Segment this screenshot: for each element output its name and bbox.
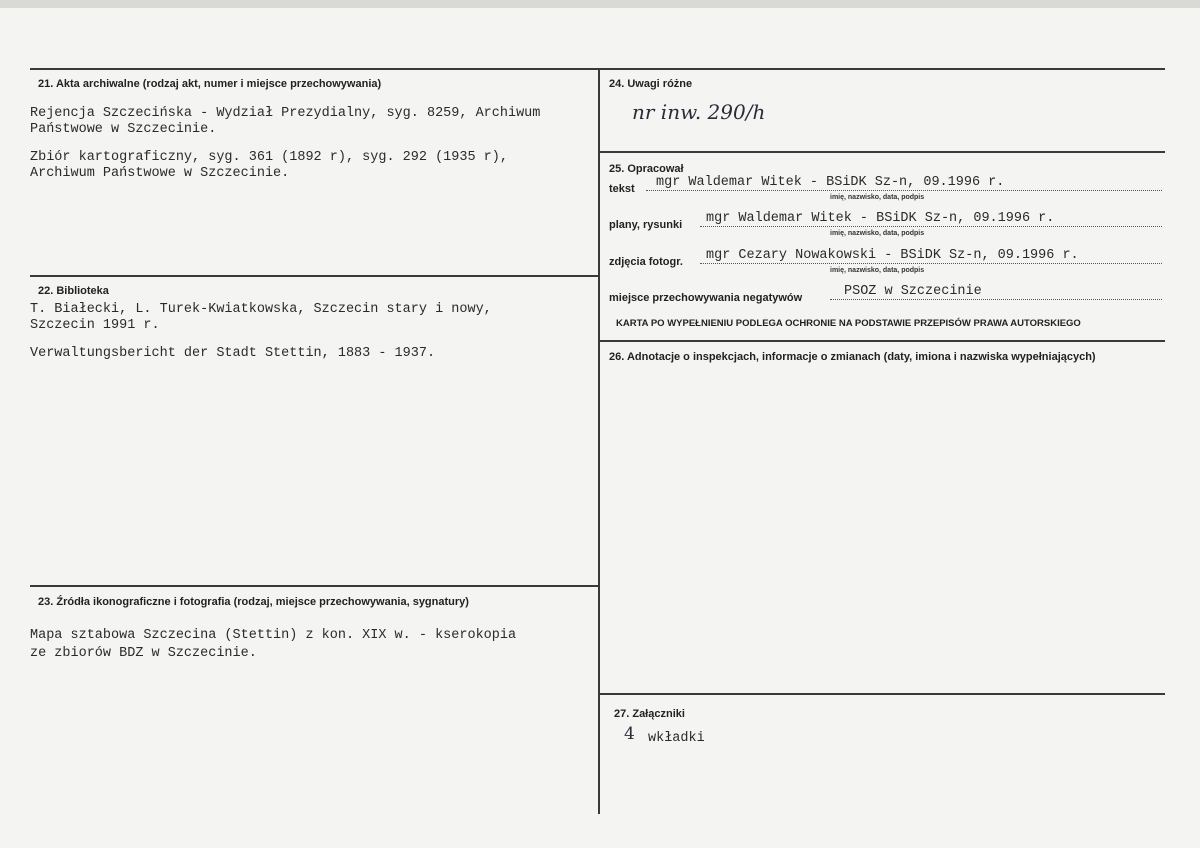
section-26-heading: 26. Adnotacje o inspekcjach, informacje o zmianach (daty, imiona i nazwiska wypełniających) [609,351,1096,363]
text-author-label: tekst [609,183,635,195]
section-22-line-2: Szczecin 1991 r. [30,318,160,333]
rule-23 [30,585,600,587]
text-author-value: mgr Waldemar Witek - BSiDK Sz-n, 09.1996 r. [656,175,1005,190]
attachments-value: wkładki [648,731,705,746]
section-21-line-2: Państwowe w Szczecinie. [30,122,217,137]
negatives-location-label: miejsce przechowywania negatywów [609,292,803,304]
section-21-line-4: Archiwum Państwowe w Szczecinie. [30,166,290,181]
top-edge [0,0,1200,8]
section-23-line-1: Mapa sztabowa Szczecina (Stettin) z kon. XIX w. - kserokopia [30,628,517,643]
section-25-heading: 25. Opracował [609,163,684,175]
photos-author-label: zdjęcia fotogr. [609,256,683,268]
section-22-line-1: T. Białecki, L. Turek-Kwiatkowska, Szczecin stary i nowy, [30,302,492,317]
rule-22 [30,275,600,277]
section-24-heading: 24. Uwagi różne [609,78,693,90]
drawings-author-field [700,210,1162,227]
negatives-location-field [830,283,1162,300]
attachments-count-handwritten: 4 [624,724,635,744]
text-author-caption: imię, nazwisko, data, podpis [830,194,925,201]
section-21-line-3: Zbiór kartograficzny, syg. 361 (1892 r), syg. 292 (1935 r), [30,150,508,165]
section-21-line-1: Rejencja Szczecińska - Wydział Prezydialny, syg. 8259, Archiwum [30,106,541,121]
section-22-heading: 22. Biblioteka [38,285,109,297]
negatives-location-value: PSOZ w Szczecinie [844,284,982,299]
photos-author-caption: imię, nazwisko, data, podpis [830,267,925,274]
section-23-heading: 23. Źródła ikonograficzne i fotografia (rodzaj, miejsce przechowywania, sygnatury) [38,596,469,608]
drawings-author-label: plany, rysunki [609,219,683,231]
section-21-heading: 21. Akta archiwalne (rodzaj akt, numer i miejsce przechowywania) [38,78,382,90]
drawings-author-value: mgr Waldemar Witek - BSiDK Sz-n, 09.1996 r. [706,211,1055,226]
section-23-line-2: ze zbiorów BDZ w Szczecinie. [30,646,257,661]
text-author-field [646,174,1162,191]
section-27-heading: 27. Załączniki [614,708,685,720]
rule-26 [598,340,1165,342]
inventory-number-handwritten: nr inw. 290/h [632,100,766,124]
section-22-line-3: Verwaltungsbericht der Stadt Stettin, 1883 - 1937. [30,346,436,361]
photos-author-field [700,247,1162,264]
center-divider [598,68,600,814]
copyright-notice: KARTA PO WYPEŁNIENIU PODLEGA OCHRONIE NA PODSTAWIE PRZEPISÓW PRAWA AUTORSKIEGO [616,318,1081,329]
photos-author-value: mgr Cezary Nowakowski - BSiDK Sz-n, 09.1996 r. [706,248,1079,263]
rule-27 [598,693,1165,695]
drawings-author-caption: imię, nazwisko, data, podpis [830,230,925,237]
rule-25 [598,151,1165,153]
